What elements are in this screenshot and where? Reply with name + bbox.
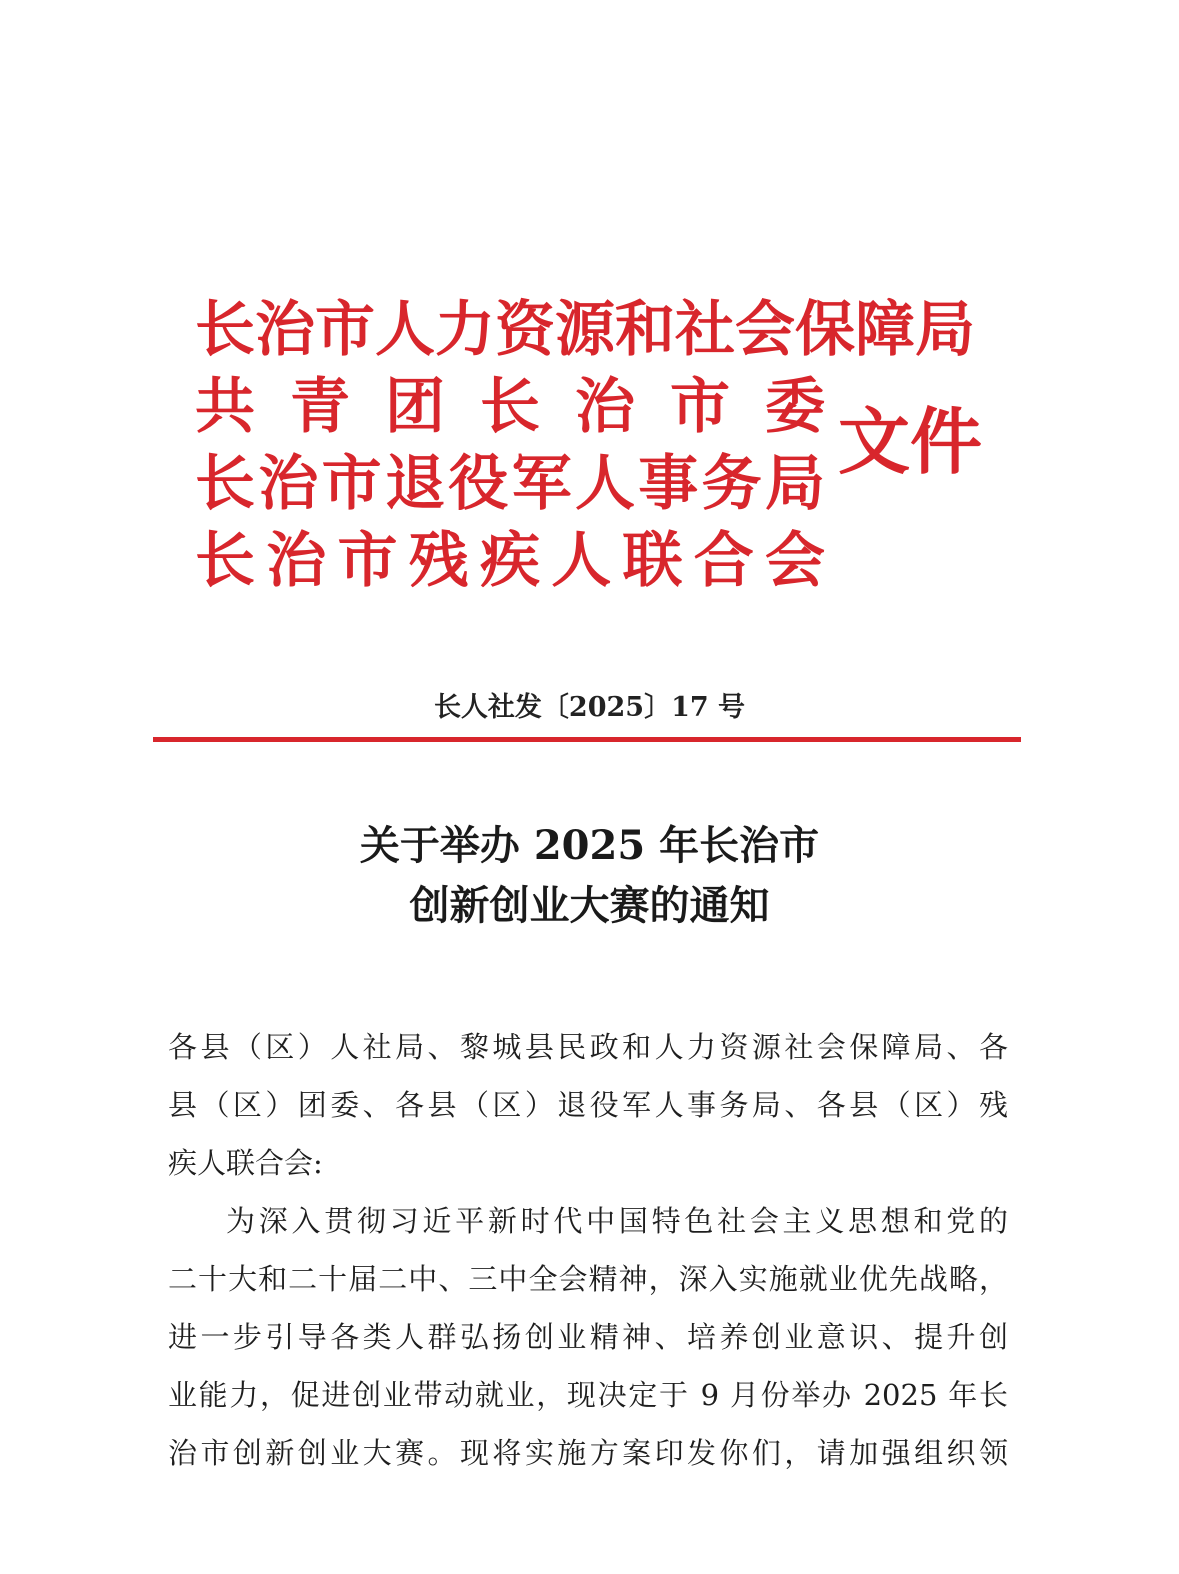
issuer-line: 长 治 市 人 力 资 源 和 社 会 保 障 局 (195, 295, 975, 365)
issuer-line: 长 治 市 退 役 军 人 事 务 局 (195, 449, 825, 519)
body-line: 业能力，促进创业带动就业，现决定于 9 月份举办 2025 年长 (168, 1378, 1008, 1412)
body-paragraph (168, 1192, 1008, 1482)
issuer-line: 长 治 市 残 疾 人 联 合 会 (195, 526, 825, 596)
body-line: 二十大和二十届二中、三中全会精神，深入实施就业优先战略， (168, 1262, 1008, 1296)
file-label: 文件 (838, 399, 983, 484)
issuer-line: 共 青 团 长 治 市 委 (195, 372, 825, 442)
addressee-line: 各县（区）人社局、黎城县民政和人力资源社会保障局、各 (168, 1030, 1008, 1064)
addressee-block (168, 1018, 1008, 1192)
document-title-line-2: 创新创业大赛的通知 (409, 882, 770, 929)
document-title-line-1: 关于举办 2025 年长治市 (359, 822, 820, 869)
document-number: 长人社发〔2025〕17 号 (433, 692, 746, 723)
red-divider-line (153, 737, 1021, 742)
body-line: 为深入贯彻习近平新时代中国特色社会主义思想和党的 (226, 1204, 1008, 1238)
addressee-line: 疾人联合会: (168, 1146, 323, 1180)
body-line: 治市创新创业大赛。现将实施方案印发你们，请加强组织领 (168, 1436, 1008, 1470)
body-line: 进一步引导各类人群弘扬创业精神、培养创业意识、提升创 (168, 1320, 1008, 1354)
addressee-line: 县（区）团委、各县（区）退役军人事务局、各县（区）残 (168, 1088, 1008, 1122)
